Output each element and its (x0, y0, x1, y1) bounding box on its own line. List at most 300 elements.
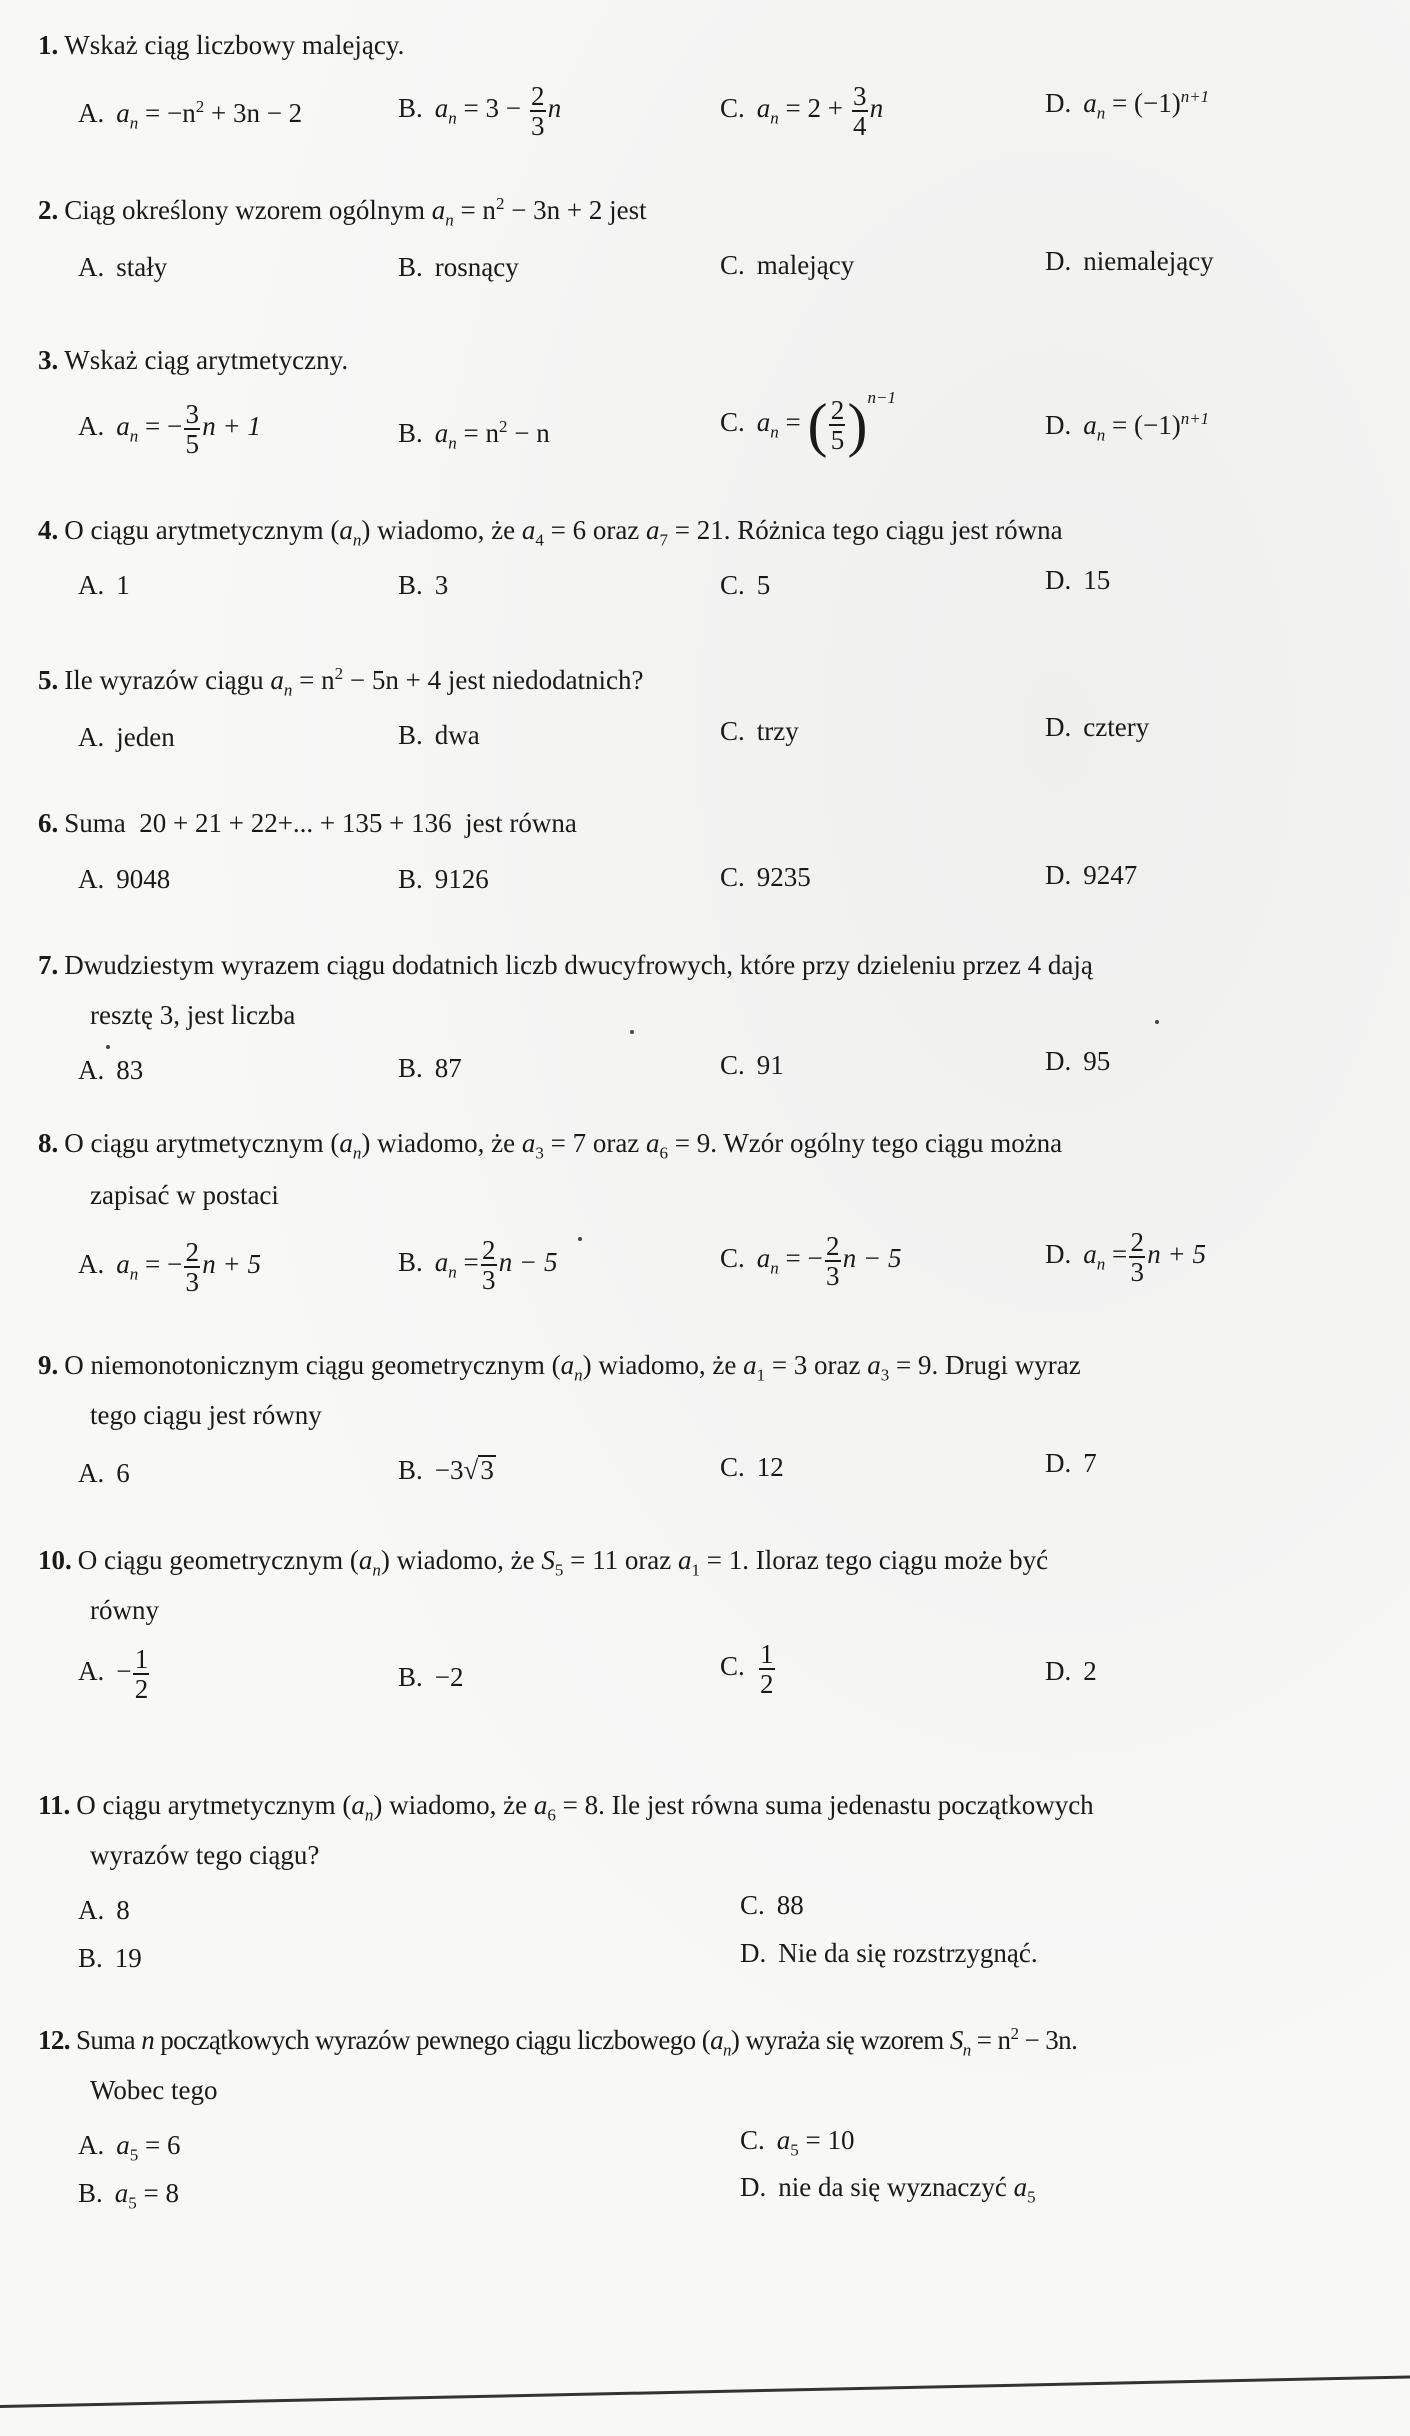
math-var: a (560, 1350, 575, 1380)
fraction (1129, 1228, 1145, 1286)
math-var: a (114, 2178, 129, 2208)
math-var: a (116, 98, 130, 128)
page-edge-line (0, 2375, 1410, 2408)
math-rest: n + 5 (1147, 1239, 1206, 1270)
q6-option-d[interactable] (1045, 860, 1137, 890)
question-number: 6. (38, 808, 59, 838)
question-text: ) wiadomo, że (361, 1128, 522, 1158)
q10-option-b[interactable] (398, 1662, 464, 1692)
option-label: A. (78, 2130, 105, 2160)
option-label: A. (78, 1249, 105, 1280)
numerator: 3 (185, 399, 199, 429)
math-sub: n (1096, 1254, 1106, 1274)
option-label: C. (720, 862, 745, 892)
option-label: C. (720, 1243, 745, 1274)
q4-option-c[interactable] (720, 570, 770, 600)
q5-option-d[interactable] (1045, 712, 1149, 742)
fraction (852, 82, 868, 140)
math-sub: n (129, 113, 139, 133)
question-11-continuation: wyrazów tego ciągu? (90, 1840, 320, 1870)
question-text: początkowych wyrazów pewnego ciągu liczbowego ( (154, 2025, 711, 2055)
option-label: B. (398, 1662, 423, 1692)
math-eq: = n (463, 418, 499, 448)
option-label: D. (1045, 860, 1072, 890)
fraction (530, 82, 546, 140)
q3-option-c[interactable] (720, 388, 896, 458)
option-label: C. (720, 1651, 745, 1682)
denominator: 3 (825, 1261, 840, 1291)
option-text: 2 (1083, 1656, 1097, 1686)
option-text: 5 (756, 570, 771, 600)
math-var: a (756, 1243, 771, 1274)
math-sub: n (129, 426, 139, 446)
math-sub: n (448, 433, 457, 453)
option-label: A. (78, 1656, 105, 1687)
math-sub: n (962, 2040, 971, 2060)
q3-option-d[interactable] (1045, 409, 1210, 445)
numerator: 2 (825, 1231, 840, 1261)
question-text: = 11 oraz (563, 1545, 679, 1575)
math-var: a (434, 1247, 449, 1278)
option-text: 83 (116, 1055, 144, 1085)
math-var: a (743, 1350, 757, 1380)
question-text: O ciągu arytmetycznym ( (76, 1790, 352, 1820)
question-text: O niemonotonicznym ciągu geometrycznym ( (64, 1350, 561, 1380)
radicand: 3 (480, 1455, 494, 1485)
denominator: 3 (530, 111, 545, 141)
q7-option-c[interactable] (720, 1050, 784, 1080)
question-text: = n (292, 665, 335, 695)
q9-option-d[interactable] (1045, 1448, 1097, 1478)
option-text: 6 (116, 1458, 130, 1488)
question-text: O ciągu geometrycznym ( (77, 1545, 359, 1575)
q12-option-a[interactable] (78, 2130, 181, 2165)
question-8 (38, 1128, 1063, 1163)
option-text: Nie da się rozstrzygnąć. (778, 1938, 1038, 1968)
math-sub: 5 (554, 1560, 564, 1580)
math-var: a (116, 411, 130, 442)
math-var: n (141, 2025, 155, 2055)
math-sign: − (116, 1656, 132, 1687)
option-text: = 8 (136, 2178, 179, 2208)
question-text: = n (453, 195, 496, 225)
math-var: a (521, 1128, 536, 1158)
option-label: B. (398, 1247, 423, 1278)
scan-speck (1155, 1020, 1159, 1024)
option-label: A. (78, 1055, 105, 1085)
q12-option-c[interactable] (740, 2125, 855, 2160)
question-text: ) wyraża się wzorem (730, 2025, 950, 2055)
math-rest: n − 5 (842, 1243, 902, 1274)
question-6 (38, 808, 577, 838)
q6-option-c[interactable] (720, 862, 811, 892)
q9-option-a[interactable] (78, 1458, 130, 1488)
q8-option-c[interactable] (720, 1232, 901, 1290)
question-number: 9. (38, 1350, 59, 1380)
math-var: a (1083, 88, 1097, 118)
math-sub: n (448, 108, 457, 128)
question-8-continuation: zapisać w postaci (90, 1180, 279, 1210)
option-text: 9126 (434, 864, 489, 894)
math-var: a (867, 1350, 881, 1380)
math-sup: n+1 (1180, 87, 1210, 106)
math-rest: n + 1 (202, 411, 261, 442)
math-var: a (431, 195, 446, 225)
fraction (184, 400, 200, 458)
math-var: a (339, 1128, 353, 1158)
question-number: 8. (38, 1128, 59, 1158)
q9-option-c[interactable] (720, 1452, 784, 1482)
math-var: a (1013, 2172, 1028, 2202)
math-sub: 5 (1027, 2187, 1036, 2207)
q4-option-d[interactable] (1045, 565, 1110, 595)
math-sup: 2 (1010, 2024, 1019, 2043)
option-label: C. (720, 93, 745, 124)
q7-option-a[interactable] (78, 1055, 143, 1085)
fraction (184, 1238, 200, 1296)
option-text: stały (116, 252, 168, 282)
option-label: C. (720, 1452, 745, 1482)
denominator: 3 (185, 1267, 199, 1297)
question-text: Wskaż ciąg liczbowy malejący. (64, 30, 405, 60)
option-text: 8 (116, 1895, 130, 1925)
option-label: B. (78, 2178, 103, 2208)
question-11 (38, 1790, 1094, 1825)
option-text: 1 (116, 570, 130, 600)
option-text: rosnący (434, 252, 519, 282)
math-eq: = − (785, 1243, 823, 1274)
option-label: A. (78, 252, 105, 282)
math-sup: 2 (499, 417, 508, 436)
numerator: 2 (185, 1237, 199, 1267)
option-text: −3 (434, 1455, 464, 1485)
q2-option-b[interactable] (398, 252, 519, 282)
option-label: D. (740, 2172, 767, 2202)
q12-option-d[interactable] (740, 2172, 1036, 2207)
q5-option-c[interactable] (720, 716, 799, 746)
question-4 (38, 515, 1063, 550)
math-eq: = 2 + (785, 93, 843, 124)
question-text: Suma 20 + 21 + 22+... + 135 + 136 jest równa (64, 808, 577, 838)
q9-option-b[interactable] (398, 1455, 496, 1485)
question-text: ) wiadomo, że (582, 1350, 744, 1380)
option-label: C. (720, 1050, 745, 1080)
fraction (481, 1236, 497, 1294)
option-text: 88 (776, 1890, 804, 1920)
question-text: = 6 oraz (543, 515, 647, 545)
question-text: Dwudziestym wyrazem ciągu dodatnich liczb dwucyfrowych, które przy dzieleniu przez 4 dają (64, 950, 1093, 980)
q8-option-b[interactable] (398, 1236, 557, 1294)
denominator: 2 (134, 1674, 149, 1704)
q6-option-a[interactable] (78, 864, 170, 894)
math-var: a (434, 418, 449, 448)
math-var: a (521, 515, 536, 545)
math-var: a (646, 1128, 660, 1158)
sqrt-icon: √ (463, 1455, 479, 1485)
denominator: 2 (760, 1669, 774, 1699)
q1-option-d[interactable] (1045, 87, 1210, 123)
scan-speck (578, 1237, 582, 1241)
question-text: O ciągu arytmetycznym ( (64, 1128, 340, 1158)
math-sub: n (1096, 425, 1106, 445)
question-12-continuation: Wobec tego (90, 2075, 218, 2105)
math-sub: n (352, 530, 362, 550)
math-var: a (358, 1545, 373, 1575)
denominator: 3 (482, 1265, 496, 1295)
option-text: niemalejący (1083, 246, 1214, 276)
math-sup: n+1 (1180, 409, 1210, 428)
option-text: 9247 (1083, 860, 1138, 890)
math-eq: = (785, 407, 801, 438)
q1-option-a[interactable] (78, 97, 303, 133)
question-3 (38, 345, 348, 375)
option-label: B. (78, 1943, 103, 1973)
math-sub: n (770, 422, 779, 442)
question-7 (38, 950, 1093, 980)
math-rest: n + 5 (202, 1249, 261, 1280)
question-text: ) wiadomo, że (361, 515, 522, 545)
option-label: B. (398, 418, 423, 448)
math-eq: = (1112, 1239, 1128, 1270)
math-eq: = (463, 1247, 479, 1278)
math-sub: n (129, 1264, 139, 1284)
option-text: 15 (1083, 565, 1111, 595)
math-var: a (116, 1249, 130, 1280)
numerator: 2 (1130, 1227, 1144, 1257)
option-label: B. (398, 570, 423, 600)
question-number: 7. (38, 950, 59, 980)
question-number: 11. (38, 1790, 71, 1820)
numerator: 1 (134, 1644, 149, 1674)
q2-option-a[interactable] (78, 252, 167, 282)
math-eq: = −n (145, 98, 196, 128)
question-12 (38, 2024, 1078, 2060)
q8-option-a[interactable] (78, 1238, 261, 1296)
denominator: 3 (1130, 1257, 1144, 1287)
option-text: 12 (756, 1452, 784, 1482)
q11-option-c[interactable] (740, 1890, 804, 1920)
option-label: A. (78, 722, 105, 752)
math-sup: 2 (334, 664, 344, 683)
option-label: A. (78, 98, 105, 128)
q2-option-c[interactable] (720, 250, 854, 280)
option-label: C. (720, 250, 745, 280)
option-label: D. (1045, 88, 1072, 118)
option-label: B. (398, 720, 423, 750)
numerator: 2 (530, 81, 545, 111)
fraction (133, 1645, 149, 1703)
option-label: C. (740, 2125, 765, 2155)
q11-option-a[interactable] (78, 1895, 130, 1925)
option-label: A. (78, 864, 105, 894)
question-number: 4. (38, 515, 59, 545)
option-label: C. (720, 716, 745, 746)
question-number: 1. (38, 30, 59, 60)
question-text: − 3n + 2 jest (504, 195, 647, 225)
q4-option-a[interactable] (78, 570, 130, 600)
question-text: = n (970, 2025, 1011, 2055)
math-sub: n (352, 1143, 362, 1163)
q2-option-d[interactable] (1045, 246, 1214, 276)
option-text: 19 (114, 1943, 142, 1973)
option-label: D. (1045, 1046, 1072, 1076)
math-sub: 7 (659, 530, 669, 550)
option-label: D. (1045, 410, 1072, 440)
math-var: a (756, 93, 771, 124)
question-text: = 8. Ile jest równa suma jedenastu początkowych (555, 1790, 1094, 1820)
q7-option-b[interactable] (398, 1053, 462, 1083)
option-text: −2 (434, 1662, 464, 1692)
option-label: C. (720, 570, 745, 600)
math-var: a (1083, 410, 1097, 440)
question-9-continuation: tego ciągu jest równy (90, 1400, 322, 1430)
option-text: = 10 (798, 2125, 855, 2155)
math-var: a (351, 1790, 365, 1820)
question-text: O ciągu arytmetycznym ( (64, 515, 340, 545)
math-var: a (339, 515, 353, 545)
math-sub: 6 (659, 1143, 669, 1163)
math-sub: n (574, 1365, 583, 1385)
option-label: A. (78, 411, 105, 442)
left-paren: ( (807, 392, 828, 458)
math-rest: − n (507, 418, 550, 448)
question-10 (38, 1545, 1049, 1580)
option-label: A. (78, 1458, 105, 1488)
question-number: 12. (38, 2025, 70, 2055)
math-sub: n (770, 108, 779, 128)
math-sup: n−1 (867, 388, 896, 408)
math-var: a (533, 1790, 548, 1820)
question-text: − 5n + 4 jest niedodatnich? (343, 665, 644, 695)
math-var: a (1083, 1239, 1097, 1270)
option-label: A. (78, 570, 105, 600)
math-sub: n (283, 680, 293, 700)
question-text: = 9. Drugi wyraz (889, 1350, 1081, 1380)
math-sup: 2 (195, 97, 205, 116)
q5-option-a[interactable] (78, 722, 175, 752)
question-text: Wskaż ciąg arytmetyczny. (64, 345, 349, 375)
option-label: A. (78, 1895, 105, 1925)
question-text: − 3n. (1018, 2025, 1078, 2055)
option-text: 91 (756, 1050, 784, 1080)
option-label: D. (1045, 565, 1072, 595)
q3-option-b[interactable] (398, 417, 550, 453)
math-sub: 5 (128, 2193, 137, 2213)
option-label: B. (398, 1455, 423, 1485)
option-label: B. (398, 93, 423, 124)
question-10-continuation: równy (90, 1595, 159, 1625)
math-sub: n (372, 1560, 381, 1580)
math-var: a (756, 407, 771, 438)
math-sub: 3 (535, 1143, 544, 1163)
math-sub: 6 (547, 1805, 556, 1825)
math-eq: = (−1) (1112, 88, 1181, 118)
option-text: cztery (1083, 712, 1150, 742)
math-eq: = (−1) (1112, 410, 1181, 440)
math-sub: 4 (535, 530, 544, 550)
math-rest: n (869, 93, 884, 124)
option-label: D. (1045, 246, 1072, 276)
right-paren: ) (847, 392, 868, 458)
q11-option-b[interactable] (78, 1943, 142, 1973)
math-sub: n (723, 2040, 731, 2060)
fraction (829, 396, 845, 454)
q12-option-b[interactable] (78, 2178, 179, 2213)
math-var: a (678, 1545, 692, 1575)
option-label: C. (740, 1890, 765, 1920)
option-text: = 6 (138, 2130, 181, 2160)
option-text: 9235 (756, 862, 811, 892)
option-text: 9048 (116, 864, 171, 894)
math-sub: n (364, 1805, 374, 1825)
q3-option-a[interactable] (78, 400, 261, 458)
question-text: = 9. Wzór ogólny tego ciągu można (668, 1128, 1063, 1158)
question-number: 3. (38, 345, 59, 375)
numerator: 3 (852, 81, 867, 111)
question-text: Ciąg określony wzorem ogólnym (64, 195, 432, 225)
q8-option-d[interactable] (1045, 1228, 1206, 1286)
q7-option-d[interactable] (1045, 1046, 1110, 1076)
math-var: a (270, 665, 284, 695)
question-2 (38, 194, 647, 230)
question-text: = 3 oraz (765, 1350, 868, 1380)
option-text: jeden (116, 722, 175, 752)
question-1 (38, 30, 404, 60)
math-sub: 1 (691, 1560, 701, 1580)
q4-option-b[interactable] (398, 570, 448, 600)
q10-option-a[interactable] (78, 1645, 151, 1703)
option-label: C. (720, 407, 745, 438)
option-text: 95 (1083, 1046, 1111, 1076)
q10-option-c[interactable] (720, 1640, 777, 1698)
option-label: B. (398, 252, 423, 282)
question-9 (38, 1350, 1081, 1385)
option-text: 87 (434, 1053, 462, 1083)
option-label: D. (740, 1938, 767, 1968)
q1-option-c[interactable] (720, 82, 883, 140)
math-var: a (116, 2130, 130, 2160)
math-rest: + 3n − 2 (204, 98, 303, 128)
math-sub: 3 (880, 1365, 890, 1385)
q11-option-d[interactable] (740, 1938, 1038, 1968)
option-text: trzy (756, 716, 799, 746)
question-7-continuation: resztę 3, jest liczba (90, 1000, 296, 1030)
math-sub: n (448, 1262, 457, 1282)
math-sup: 2 (495, 194, 505, 213)
option-text: 7 (1083, 1448, 1097, 1478)
question-text: ) wiadomo, że (373, 1790, 534, 1820)
q6-option-b[interactable] (398, 864, 489, 894)
scan-speck (106, 1045, 110, 1049)
math-eq: = 3 − (463, 93, 521, 124)
math-eq: = − (145, 1249, 183, 1280)
denominator: 4 (852, 111, 867, 141)
option-label: B. (398, 1053, 423, 1083)
q1-option-b[interactable] (398, 82, 561, 140)
math-rest: n − 5 (498, 1247, 558, 1278)
math-var: a (434, 93, 449, 124)
question-text: ) wiadomo, że (380, 1545, 542, 1575)
question-5 (38, 664, 644, 700)
math-eq: = − (145, 411, 183, 442)
question-text: = 1. Iloraz tego ciągu może być (700, 1545, 1049, 1575)
q5-option-b[interactable] (398, 720, 480, 750)
q10-option-d[interactable] (1045, 1656, 1097, 1686)
math-sub: n (445, 210, 454, 230)
question-text: Ile wyrazów ciągu (64, 665, 271, 695)
question-number: 2. (38, 195, 59, 225)
math-sub: 5 (790, 2140, 799, 2160)
